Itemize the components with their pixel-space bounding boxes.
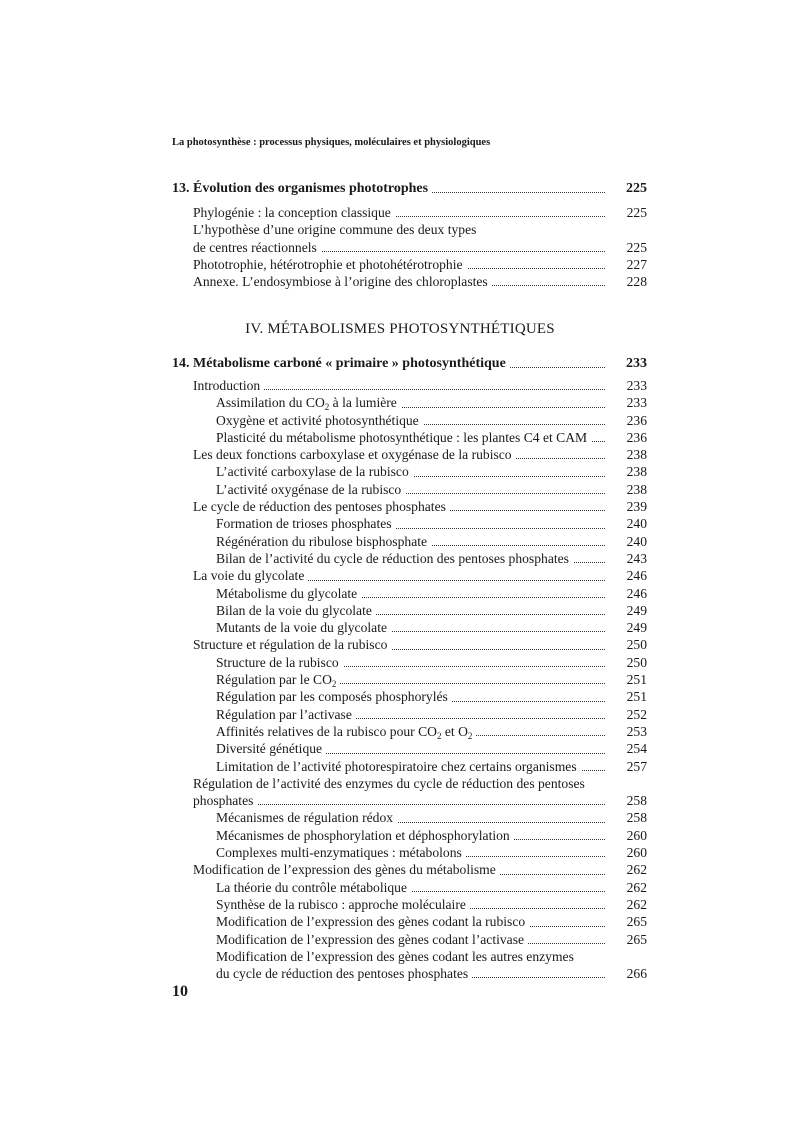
toc-entry-title: Structure et régulation de la rubisco [193,637,391,652]
toc-entry [172,913,647,930]
toc-entry-title: Régulation par l’activase [216,707,356,722]
toc-entry [172,688,647,705]
toc-entry-title: Modification de l’expression des gènes codant l’activase [216,932,528,947]
toc-entry [172,204,647,221]
running-head: La photosynthèse : processus physiques, moléculaires et physiologiques [172,137,491,148]
toc-entry-title: Mécanismes de phosphorylation et déphosphorylation [216,828,514,843]
toc-entry-page: 260 [626,827,647,843]
toc-entry-title: Diversité génétique [216,741,326,756]
toc-entry-title: Phototrophie, hétérotrophie et photohétérotrophie [193,257,467,272]
toc-entry-page: 262 [626,879,647,895]
toc-entry [172,740,647,757]
toc-entry-page: 238 [626,447,647,463]
toc-entry-title: Mutants de la voie du glycolate [216,620,391,635]
toc-entry-page: 258 [626,810,647,826]
toc-entry-page: 227 [626,256,647,272]
toc-entry-title: Plasticité du métabolisme photosynthétique : les plantes C4 et CAM [216,430,591,445]
toc-entry-page: 249 [626,620,647,636]
toc-entry-page: 260 [626,845,647,861]
toc-entry-title: Bilan de la voie du glycolate [216,603,376,618]
toc-entry-page: 233 [626,378,647,393]
chapter-heading [172,355,647,377]
toc-entry [172,723,647,740]
toc-entry-title: Régulation par le $CO_2$ [216,672,340,687]
toc-entry-page: 250 [626,654,647,670]
toc-entry-page: 262 [626,862,647,878]
toc-entry [172,515,647,532]
toc-entry-title: La voie du glycolate [193,568,308,583]
toc-entry-title: Modification de l’expression des gènes du métabolisme [193,862,500,877]
toc-entry [172,498,647,515]
toc-entry-title: Assimilation du $CO_2$ à la lumière [216,395,401,410]
toc-entry-title: Régénération du ribulose bisphosphate [216,534,431,549]
toc-entry-title: Régulation de l’activité des enzymes du cycle de réduction des pentoses [193,776,589,791]
toc-entry-page: 238 [626,464,647,480]
chapter-14-entries [172,377,647,982]
toc-entry [172,654,647,671]
toc-entry-page: 240 [626,516,647,532]
toc-entry-title: Bilan de l’activité du cycle de réduction des pentoses phosphates [216,551,573,566]
toc-entry [172,585,647,602]
toc-entry-page: 265 [626,914,647,930]
toc-entry-page: 243 [626,550,647,566]
toc-entry [172,463,647,480]
toc-entry [172,758,647,775]
toc-entry-title: Phylogénie : la conception classique [193,205,395,220]
toc-entry-page: 252 [626,706,647,722]
toc-entry-title: Modification de l’expression des gènes codant la rubisco [216,914,529,929]
toc-entry [172,809,647,826]
toc-entry-page: 262 [626,896,647,912]
toc-entry-page: 239 [626,499,647,515]
toc-entry [172,827,647,844]
toc-entry-title: Synthèse de la rubisco : approche moléculaire [216,897,470,912]
toc-entry-title: Métabolisme du glycolate [216,586,361,601]
toc-entry-page: 265 [626,931,647,947]
toc-entry [172,429,647,446]
toc-entry-title: L’hypothèse d’une origine commune des deux types [193,222,480,237]
toc-entry-title: Introduction [193,378,264,393]
toc-entry-page: 249 [626,602,647,618]
toc-entry-title: du cycle de réduction des pentoses phosphates [216,966,472,981]
toc-entry [172,256,647,273]
toc-entry [172,965,647,982]
toc-entry-title: L’activité carboxylase de la rubisco [216,464,413,479]
toc-entry-page: 246 [626,585,647,601]
page-number: 10 [172,983,188,1000]
chapter-title: Métabolisme carboné « primaire » photosynthétique [193,356,510,371]
toc-entry-title: La théorie du contrôle métabolique [216,880,411,895]
toc-entry-title: Structure de la rubisco [216,655,343,670]
toc-entry [172,706,647,723]
toc-entry [172,394,647,411]
toc-entry [172,377,647,394]
toc-entry-page: 225 [626,205,647,220]
toc-entry-page: 250 [626,637,647,653]
toc-entry-page: 251 [626,672,647,688]
toc-entry [172,931,647,948]
toc-entry-title: Complexes multi-enzymatiques : métabolons [216,845,466,860]
toc-entry [172,567,647,584]
toc-entry [172,221,647,238]
toc-entry-title: Le cycle de réduction des pentoses phosphates [193,499,450,514]
chapter-page: 225 [626,181,647,196]
toc-entry-page: 258 [626,793,647,809]
toc-entry-page: 266 [626,966,647,982]
toc-entry [172,239,647,256]
toc-entry [172,671,647,688]
chapter-title: Évolution des organismes phototrophes [193,181,432,196]
toc-entry [172,775,647,792]
chapter-number: 14. [172,356,190,371]
toc-entry-title: Affinités relatives de la rubisco pour $CO_2$ et $O_2$ [216,724,476,739]
toc-entry [172,533,647,550]
chapter-heading [172,180,647,204]
toc-entry [172,481,647,498]
toc-entry-title: Régulation par les composés phosphorylés [216,689,452,704]
toc-entry [172,792,647,809]
toc-entry-page: 228 [626,274,647,290]
toc-entry-title: phosphates [193,793,257,808]
toc-entry-title: Modification de l’expression des gènes codant les autres enzymes [216,949,578,964]
chapter-number: 13. [172,181,190,196]
toc-entry-page: 238 [626,481,647,497]
toc-entry-page: 257 [626,758,647,774]
toc-entry-page: 225 [626,239,647,255]
toc-entry-page: 254 [626,741,647,757]
toc-entry [172,861,647,878]
toc-entry [172,879,647,896]
toc-entry-page: 236 [626,412,647,428]
toc-entry [172,619,647,636]
toc-entry-title: L’activité oxygénase de la rubisco [216,482,405,497]
toc-entry [172,446,647,463]
toc-entry-page: 236 [626,429,647,445]
toc-entry-title: Limitation de l’activité photorespiratoire chez certains organismes [216,759,581,774]
toc-entry [172,550,647,567]
toc-entry-page: 253 [626,723,647,739]
toc-entry-title: Formation de trioses phosphates [216,516,396,531]
toc-entry-title: Oxygène et activité photosynthétique [216,413,423,428]
toc-entry [172,273,647,290]
toc-entry-page: 251 [626,689,647,705]
toc-entry-page: 246 [626,568,647,584]
toc-entry-page: 233 [626,395,647,411]
toc-chapter-13 [172,180,647,290]
toc-entry [172,602,647,619]
toc-entry [172,896,647,913]
chapter-page: 233 [626,356,647,371]
toc-entry [172,636,647,653]
toc-entry-title: de centres réactionnels [193,240,321,255]
toc-entry [172,844,647,861]
toc-entry-page: 240 [626,533,647,549]
toc-entry-title: Les deux fonctions carboxylase et oxygénase de la rubisco [193,447,516,462]
toc-entry-title: Annexe. L’endosymbiose à l’origine des chloroplastes [193,274,492,289]
toc-entry [172,412,647,429]
chapter-13-entries [172,204,647,290]
part-title: IV. MÉTABOLISMES PHOTOSYNTHÉTIQUES [245,321,555,337]
toc-chapter-14 [172,355,647,982]
toc-entry-title: Mécanismes de régulation rédox [216,810,397,825]
toc-entry [172,948,647,965]
